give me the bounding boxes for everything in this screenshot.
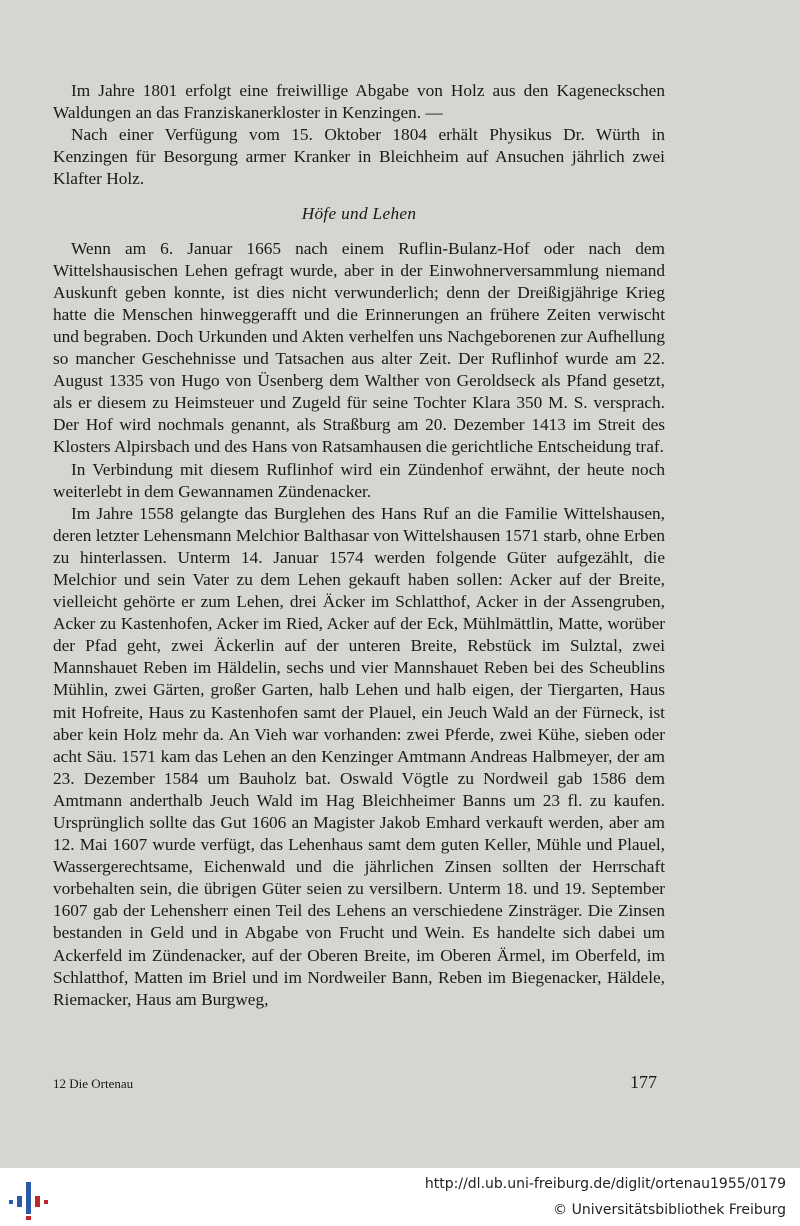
source-url-link[interactable]: http://dl.ub.uni-freiburg.de/diglit/ortenau1955/0179 xyxy=(424,1176,786,1192)
copyright-text: © Universitätsbibliothek Freiburg xyxy=(553,1202,786,1218)
page-number: 177 xyxy=(630,1072,657,1092)
footer-signature: 12 Die Ortenau xyxy=(53,1076,134,1091)
paragraph: Im Jahre 1558 gelangte das Burglehen des Hans Ruf an die Familie Wittelshausen, deren letzter Lehensmann Melchior Balthasar von Wittelshausen 1571 starb, ohne Erben zu hinterlassen. Unterm 14. Januar 1574 werden folgende Güter aufgezählt, die Melchior und sein Vater zu dem Lehen gekauft haben sollen: Acker auf der Breite, vielleicht gehörte er zum Lehen, drei Äcker im Schlatthof, Acker in der Assengruben, Acker zu Kastenhofen, Acker im Ried, Acker auf der Eck, Mühlmättlin, Matte, worüber der Pfad geht, zwei Äckerlin auf der unteren Breite, Rebstück im Sulztal, zwei Mannshauet Reben im Häldelin, sechs und vier Mannshauet Reben bei des Scheublins Mühlin, zwei Gärten, großer Garten, halb Lehen und halb eigen, der Tiergarten, Haus mit Hofreite, Haus zu Kastenhofen samt der Plauel, ein Jeuch Wald an der Fürneck, ist aber kein Holz mehr da. An Vieh war vorhanden: zwei Pferde, zwei Kühe, sieben oder acht Säu. 1571 kam das Lehen an den Kenzinger Amtmann Andreas Halbmeyer, der am 23. Dezember 1584 um Bauholz bat. Oswald Vögtle zu Nordweil gab 1586 dem Amtmann anderthalb Jeuch Wald im Hag Bleichheimer Banns um 23 fl. zu kaufen. Ursprünglich sollte das Gut 1606 an Magister Jakob Emhard verkauft werden, aber am 12. Mai 1607 wurde verfügt, das Lehenhaus samt dem guten Keller, Mühle und Plauel, Wassergerechtsame, Eichenwald und die jährlichen Zinsen sollten der Herrschaft vorbehalten sein, die übrigen Güter seien zu versilbern. Unterm 18. und 19. September 1607 gab der Lehensherr einen Teil des Lehens an verschiedene Zinsträger. Die Zinsen bestanden in Geld und in Abgabe von Frucht und Wein. Es handelte sich dabei um Ackerfeld im Zündenacker, auf der Oberen Breite, im Oberen Ärmel, im Oberfeld, im Schlatthof, Matten im Briel und im Nordweiler Bann, Reben im Biegenacker, Häldele, Riemacker, Haus am Burgweg, xyxy=(53,503,665,1009)
paragraph: Wenn am 6. Januar 1665 nach einem Ruflin-Bulanz-Hof oder nach dem Wittelshausischen Lehen gefragt wurde, aber in der Einwohnerversammlung niemand Auskunft geben konnte, ist dies nicht verwunderlich; denn der Dreißigjährige Krieg hatte die Menschen hinweggerafft und die Erinnerungen an frühere Zeiten verwischt und begraben. Doch Urkunden und Akten verhelfen uns Nachgeborenen zur Aufhellung so mancher Geschehnisse und Tatsachen aus alter Zeit. Der Ruflinhof wurde am 22. August 1335 von Hugo von Üsenberg dem Walther von Geroldseck als Pfand gesetzt, als er diesem zu Heimsteuer und Zugeld für seine Tochter Klara 350 M. S. versprach. Der Hof wird nochmals genannt, als Straßburg am 20. Dezember 1413 im Streit des Klosters Alpirsbach und des Hans von Ratsamhausen die gerichtliche Entscheidung traf. xyxy=(53,238,665,457)
body-text xyxy=(53,80,665,1011)
paragraph: Nach einer Verfügung vom 15. Oktober 1804 erhält Physikus Dr. Würth in Kenzingen für Besorgung armer Kranker in Bleichheim auf Ansuchen jährlich zwei Klafter Holz. xyxy=(53,125,665,189)
library-logo-icon xyxy=(8,1176,54,1226)
section-heading: Höfe und Lehen xyxy=(301,204,417,224)
paragraph: In Verbindung mit diesem Ruflinhof wird ein Zündenhof erwähnt, der heute noch weiterlebt in dem Gewannamen Zündenacker. xyxy=(53,459,665,501)
paragraph: Im Jahre 1801 erfolgt eine freiwillige Abgabe von Holz aus den Kageneckschen Waldungen an das Franziskanerkloster in Kenzingen. — xyxy=(53,81,665,123)
